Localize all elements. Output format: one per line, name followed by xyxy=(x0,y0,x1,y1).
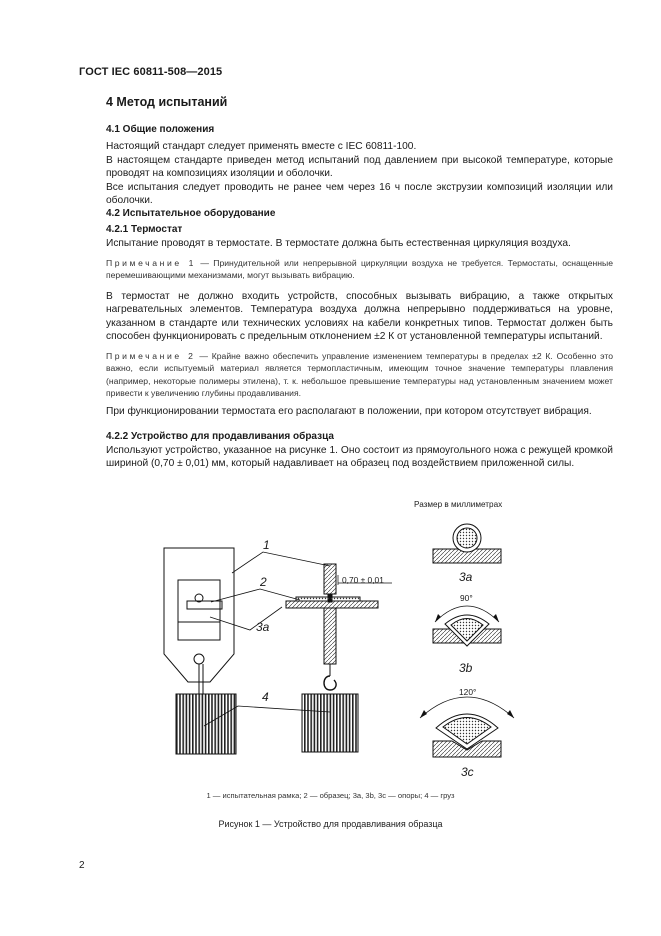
support-3c xyxy=(420,697,514,757)
paragraph: В настоящем стандарте приведен метод испытаний под давлением при высокой температуре, которые проводят на композициях изоляции и оболочки. xyxy=(106,155,613,180)
subsection-title-4-2-1: 4.2.1 Термостат xyxy=(106,224,183,235)
paragraph: В термостат не должно входить устройств, способных вызывать вибрацию, а также открытых нагревательных элементов. Температура воздуха должна непрерывно поддерживаться на уровне, указанном в стандарте или технических условиях на кабели конкретных типов. Термостат должен быть способен функционировать с предельным отклонением ±2 К от установленной температуры испытаний. xyxy=(106,291,613,343)
subsection-title-4-2: 4.2 Испытательное оборудование xyxy=(106,208,276,219)
document-header: ГОСТ IEC 60811-508—2015 xyxy=(79,66,223,78)
subsection-title-4-2-2: 4.2.2 Устройство для продавливания образца xyxy=(106,431,334,442)
note-label: Примечание 2 xyxy=(106,351,196,361)
paragraph: При функционировании термостата его располагают в положении, при котором отсутствует вибрация. xyxy=(106,406,592,417)
angle-label-3c: 120° xyxy=(459,687,477,697)
page-number: 2 xyxy=(79,860,85,871)
section-title: 4 Метод испытаний xyxy=(106,95,228,109)
detail-label-3b: 3b xyxy=(459,661,473,675)
note-label: Примечание 1 xyxy=(106,258,197,268)
figure-label-1: 1 xyxy=(263,538,270,552)
support-3b xyxy=(433,606,501,646)
figure-label-2: 2 xyxy=(260,575,267,589)
figure-legend: 1 — испытательная рамка; 2 — образец; 3a, 3b, 3c — опоры; 4 — груз xyxy=(206,791,455,800)
figure-label-3a: 3a xyxy=(256,620,270,634)
note-text: — Крайне важно обеспечить управление изменением температуры в пределах ±2 К. Особенно это важно, если испытуемый материал является термопластичным, имеющим точное значение температуры плавления (например, некоторые полимеры этилена), т. к. небольшое превышение температуры над установленным значением может привести к увеличению глубины продавливания. xyxy=(106,351,613,399)
angle-label-3b: 90° xyxy=(460,593,473,603)
weight-center xyxy=(302,694,358,752)
figure-caption: Рисунок 1 — Устройство для продавливания образца xyxy=(218,819,443,829)
dimension-label: 0,70 ± 0,01 xyxy=(342,575,384,585)
units-note: Размер в миллиметрах xyxy=(414,500,503,509)
paragraph: Испытание проводят в термостате. В термостате должна быть естественная циркуляция воздуха. xyxy=(106,238,571,249)
support-3a xyxy=(433,524,501,563)
detail-label-3c: 3c xyxy=(461,765,474,779)
paragraph: Настоящий стандарт следует применять вместе с IEC 60811-100. xyxy=(106,141,417,152)
note-text: — Принудительной или непрерывной циркуляции воздуха не требуется. Термостаты, оснащенные перемешивающими механизмами, могут вызывать вибрацию. xyxy=(106,258,613,281)
paragraph: Все испытания следует проводить не ранее чем через 16 ч после экструзии композиций изоляции или оболочки. xyxy=(106,182,613,207)
paragraph: Используют устройство, указанное на рисунке 1. Оно состоит из прямоугольного ножа с режущей кромкой шириной (0,70 ± 0,01) мм, который надавливает на образец под воздействием приложенной силы. xyxy=(106,445,613,470)
figure-label-4: 4 xyxy=(262,690,269,704)
subsection-title-4-1: 4.1 Общие положения xyxy=(106,124,215,135)
detail-label-3a: 3a xyxy=(459,570,473,584)
weight-left xyxy=(176,694,236,754)
